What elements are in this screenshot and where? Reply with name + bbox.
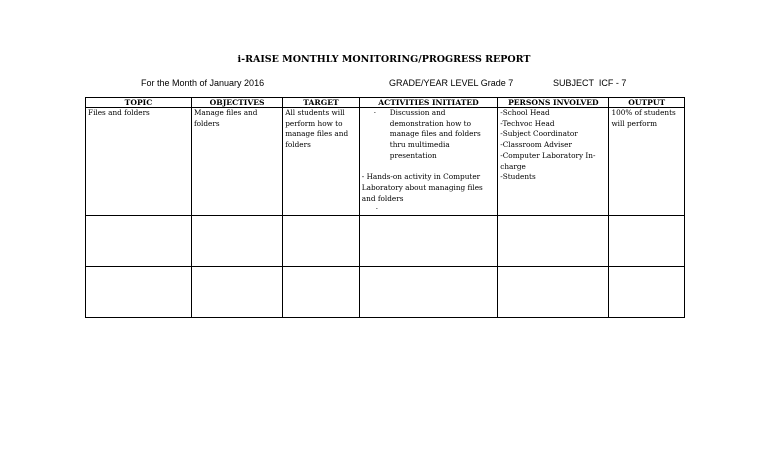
empty-cell	[609, 216, 685, 267]
empty-cell	[609, 267, 685, 318]
table-row	[86, 267, 685, 318]
empty-cell	[283, 267, 360, 318]
header-output: OUTPUT	[609, 98, 685, 108]
header-persons: PERSONS INVOLVED	[498, 98, 609, 108]
header-target: TARGET	[283, 98, 360, 108]
table-row	[86, 108, 685, 216]
target-text: All students will perform how to manage files and folders	[285, 108, 349, 150]
empty-cell	[359, 216, 497, 267]
empty-cell	[283, 216, 360, 267]
cell-target	[283, 108, 360, 216]
cell-persons	[498, 108, 609, 216]
month-label: For the Month of January 2016	[141, 78, 265, 88]
cell-activities	[359, 108, 497, 216]
person-item: -Computer Laboratory In-charge	[500, 150, 596, 171]
subject-label: SUBJECT ICF - 7	[553, 78, 627, 88]
person-item: -Students	[500, 172, 536, 182]
person-item: -Techvoc Head	[500, 118, 555, 128]
person-item: -School Head	[500, 108, 550, 117]
empty-cell	[498, 216, 609, 267]
cell-objectives	[191, 108, 282, 216]
bullet-glyph: ·	[373, 108, 377, 117]
empty-cell	[359, 267, 497, 318]
table-header-row	[86, 98, 685, 108]
empty-cell	[498, 267, 609, 318]
empty-cell	[86, 216, 192, 267]
header-objectives: OBJECTIVES	[191, 98, 282, 108]
empty-cell	[191, 216, 282, 267]
report-table	[85, 97, 685, 318]
grade-level-label: GRADE/YEAR LEVEL Grade 7	[389, 78, 514, 88]
cell-output	[609, 108, 685, 216]
header-topic: TOPIC	[86, 98, 192, 108]
empty-cell	[86, 267, 192, 318]
activity-text-1: Discussion and demonstration how to manage files and folders thru multimedia presentation	[389, 108, 481, 160]
activity-text-2: - Hands-on activity in Computer Laboratory about managing files and folders	[361, 172, 483, 203]
cell-topic	[86, 108, 192, 216]
output-text: 100% of students will perform	[611, 108, 676, 128]
report-title: i-RAISE MONTHLY MONITORING/PROGRESS REPORT	[237, 54, 531, 65]
activity-spacer	[362, 162, 495, 173]
person-item: -Classroom Adviser	[500, 140, 572, 150]
objectives-text: Manage files and folders	[193, 108, 258, 128]
person-item: -Subject Coordinator	[500, 129, 578, 139]
activity-item-1	[362, 108, 495, 162]
table-row	[86, 216, 685, 267]
header-activities: ACTIVITIES INITIATED	[359, 98, 497, 108]
topic-text: Files and folders	[88, 108, 150, 117]
activity-text-3: ·	[375, 204, 379, 214]
empty-cell	[191, 267, 282, 318]
